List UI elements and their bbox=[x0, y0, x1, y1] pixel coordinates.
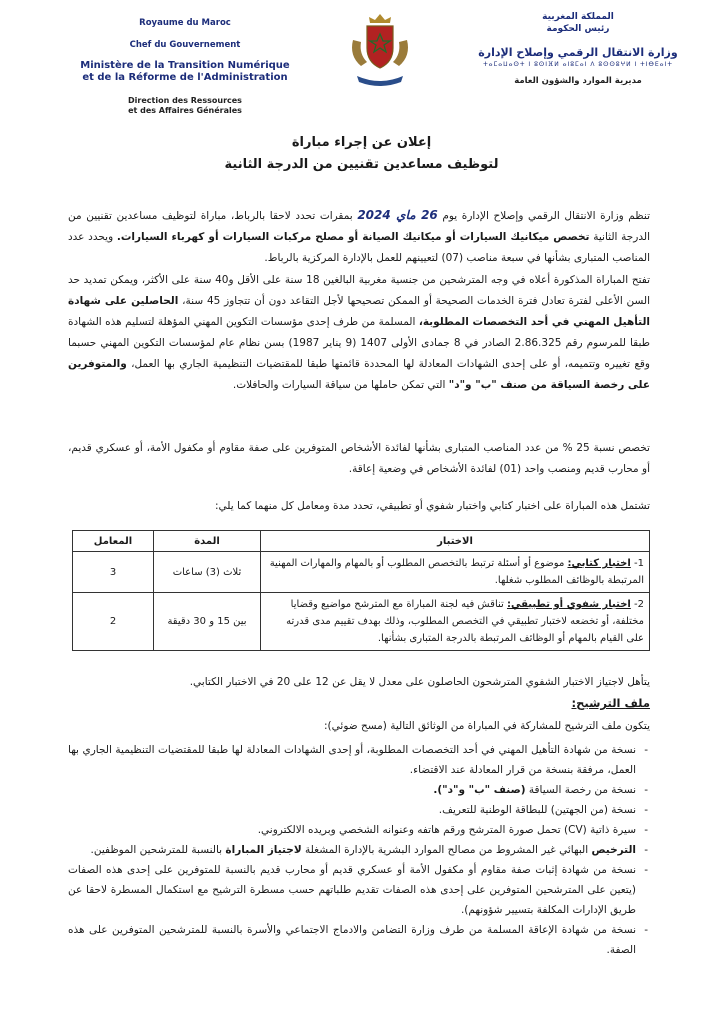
header-french bbox=[60, 18, 310, 116]
ar-ministry: وزارة الانتقال الرقمي وإصلاح الإدارة bbox=[478, 46, 678, 59]
doc-text: نسخة من رخصة السياقة bbox=[528, 784, 636, 796]
qualify-note: يتأهل لاجتياز الاختبار الشفوي المترشحون الحاصلون على معدل لا يقل عن 12 على 20 في الاختبار الكتابي. bbox=[189, 676, 650, 688]
col-duration: المدة bbox=[154, 531, 261, 552]
eligibility-license: والمتوفرين على رخصة السياقة من صنف "ب" و"د" bbox=[68, 358, 650, 391]
quota-paragraph: تخصص نسبة 25 % من عدد المناصب المتبارى بشأنها لفائدة الأشخاص المتوفرين على صفة مقاوم أو مكفول الأمة، أو عسكري قديم، أو محارب قديم ومنصب واحد (01) لفائدة الأشخاص في وضعية إعاقة. bbox=[68, 442, 650, 475]
file-heading-text: ملف الترشيح: bbox=[571, 696, 650, 710]
doc-bold: لاجتياز المباراة bbox=[225, 844, 302, 856]
documents-list bbox=[68, 740, 650, 960]
row-number: 1- bbox=[634, 558, 644, 569]
doc-bold: (صنف "ب" و"د"). bbox=[433, 784, 526, 796]
eligibility-text-c: التي تمكن حاملها من سياقة السيارات والحافلات. bbox=[232, 379, 446, 391]
list-item: - نسخة (من الجهتين) للبطاقة الوطنية للتعريف. bbox=[68, 800, 650, 820]
exam-desc-written bbox=[261, 552, 650, 593]
fr-ministry-line2: et de la Réforme de l'Administration bbox=[82, 72, 288, 83]
row-number: 2- bbox=[634, 599, 644, 610]
ar-chef: رئيس الحكومة bbox=[546, 24, 610, 34]
intro-paragraph bbox=[68, 205, 650, 269]
fr-direction bbox=[60, 96, 310, 116]
fr-ministry-line1: Ministère de la Transition Numérique bbox=[80, 60, 290, 71]
exam-date: 26 ماي 2024 bbox=[357, 208, 438, 222]
intro-text-c: ويحدد عدد المناصب المتبارى بشأنها في سبعة مناصب (07) لتعيينهم للعمل بالإدارة المركزية بالرباط. bbox=[68, 231, 650, 264]
file-intro: يتكون ملف الترشيح للمشاركة في المباراة من الوثائق التالية (مسح ضوئي): bbox=[324, 720, 650, 732]
tifinagh-ministry: ⵜⴰⵎⴰⵡⴰⵙⵜ ⵏ ⵓⵙⵏⴼⵍ ⴰⵏⵓⵎⴰⵏ ⴷ ⵓⵙⵙⵓⵖⵍ ⵏ ⵜⵏⴱⴹⴰⵏⵜ bbox=[483, 61, 673, 68]
intro-text-b: بمقرات تحدد لاحقا بالرباط، مباراة لتوظيف مساعدين تقنيين من الدرجة الثانية bbox=[68, 210, 650, 243]
col-exam: الاختبار bbox=[261, 531, 650, 552]
doc-bold: الترخيص bbox=[591, 844, 636, 856]
list-item: - نسخة من شهادة الإعاقة المسلمة من طرف وزارة التضامن والادماج الاجتماعي والأسرة بالنسبة للمترشحين المتوفرين على هذه الصفة. bbox=[68, 920, 650, 960]
table-row bbox=[73, 593, 650, 651]
exam-description: تناقش فيه لجنة المباراة مع المترشح مواضيع وقضايا مختلفة، أو تخضعه لاختبار تطبيقي في التخصص المطلوب، وذلك بهدف تقييم مدى قدرته على القيام بالمهام أو الوظائف المرتبطة بالدرجة المتبارى بشأنها. bbox=[286, 599, 644, 644]
fr-direction-line1: Direction des Ressources bbox=[128, 96, 242, 105]
fr-kingdom: Royaume du Maroc bbox=[139, 18, 231, 28]
exam-duration: بين 15 و 30 دقيقة bbox=[154, 593, 261, 651]
file-heading bbox=[68, 693, 650, 715]
exam-name: اختبار شفوي أو تطبيقي: bbox=[506, 599, 631, 610]
eligibility-diploma: الحاصلين على شهادة التأهيل المهني في أحد التخصصات المطلوبة، bbox=[68, 295, 650, 328]
list-item bbox=[68, 840, 650, 860]
table-row bbox=[73, 552, 650, 593]
header-arabic bbox=[478, 12, 678, 86]
exam-description: موضوع أو أسئلة ترتبط بالتخصص المطلوب أو بالمهام والمهارات المهنية المرتبطة بالوظائف المطلوب شغلها. bbox=[269, 558, 644, 586]
eligibility-text-b: المسلمة من طرف إحدى مؤسسات التكوين المهني المؤهلة لتسليم هذه الشهادة طبقا للمرسوم رقم 2.86.325 الصادر في 8 جمادى الأولى 1407 (9 يناير 1987) بسن نظام عام لمؤسسات التكوين المهني حسبما وقع تغييره وتتميمه، أو على إحدى الشهادات المعادلة لها المحددة قائمتها طبقا للمقتضيات التنظيمية الجاري بها العمل، bbox=[68, 316, 651, 370]
doc-text: البهائي غير المشروط من مصالح الموارد البشرية بالإدارة المشغلة bbox=[305, 844, 589, 856]
moroccan-coat-of-arms-icon bbox=[345, 10, 415, 88]
fr-chef: Chef du Gouvernement bbox=[129, 40, 241, 50]
exam-coef: 3 bbox=[73, 552, 154, 593]
list-item bbox=[68, 780, 650, 800]
exam-duration: ثلاث (3) ساعات bbox=[154, 552, 261, 593]
doc-text: بالنسبة للمترشحين الموظفين. bbox=[90, 844, 223, 856]
announcement-title: إعلان عن إجراء مباراة bbox=[291, 135, 432, 150]
exam-coef: 2 bbox=[73, 593, 154, 651]
eligibility-text-a: تفتح المباراة المذكورة أعلاه في وجه المترشحين من جنسية مغربية البالغين 18 سنة على الأقل و40 سنة على الأكثر، ويمكن تمديد حد السن الأعلى لفترة تعادل فترة الخدمات الصحيحة أو الممكن تصحيحها لأجل التقاعد دون أن تتجاوز 45 سنة، bbox=[68, 274, 651, 307]
intro-text-a: تنظم وزارة الانتقال الرقمي وإصلاح الإدارة يوم bbox=[442, 210, 650, 222]
list-item: - نسخة من شهادة التأهيل المهني في أحد التخصصات المطلوبة، أو إحدى الشهادات المعادلة لها طبقا للمقتضيات التنظيمية الجاري بها العمل، مرفقة بنسخة من قرار المعادلة عند الاقتضاء. bbox=[68, 740, 650, 780]
exam-intro: تشتمل هذه المباراة على اختبار كتابي واختبار شفوي أو تطبيقي، تحدد مدة ومعامل كل منهما كما يلي: bbox=[214, 500, 650, 512]
exam-desc-oral bbox=[261, 593, 650, 651]
list-item: - نسخة من شهادة إثبات صفة مقاوم أو مكفول الأمة أو عسكري قديم أو محارب قديم بالنسبة للمتوفرين على إحدى هذه الصفات (يتعين على المترشحين المتوفرين على إحدى هذه الصفات تقديم طلباتهم حسب مسطرة الترشيح مع استكمال المسطرة لاحقا عن طريق الإدارات المكلفة بتسيير شؤونهم). bbox=[68, 860, 650, 920]
ar-kingdom: المملكة المغربية bbox=[542, 12, 614, 22]
col-coef: المعامل bbox=[73, 531, 154, 552]
fr-direction-line2: et des Affaires Générales bbox=[128, 106, 242, 115]
exam-name: اختبار كتابي: bbox=[567, 558, 631, 569]
list-item: - سيرة ذاتية (CV) تحمل صورة المترشح ورقم هاتفه وعنوانه الشخصي وبريده الالكتروني. bbox=[68, 820, 650, 840]
ar-direction: مديرية الموارد والشؤون العامة bbox=[514, 76, 642, 86]
fr-ministry bbox=[60, 60, 310, 84]
exam-table-header bbox=[73, 531, 650, 552]
file-documents bbox=[68, 740, 650, 960]
intro-specialties: تخصص ميكانيك السيارات أو ميكانيك الصيانة أو مصلح مركبات السيارات أو كهرباء السيارات. bbox=[116, 231, 590, 243]
exam-table bbox=[72, 530, 650, 651]
announcement-subtitle: لتوظيف مساعدين تقنيين من الدرجة الثانية bbox=[224, 157, 499, 172]
eligibility-paragraph bbox=[68, 270, 650, 396]
